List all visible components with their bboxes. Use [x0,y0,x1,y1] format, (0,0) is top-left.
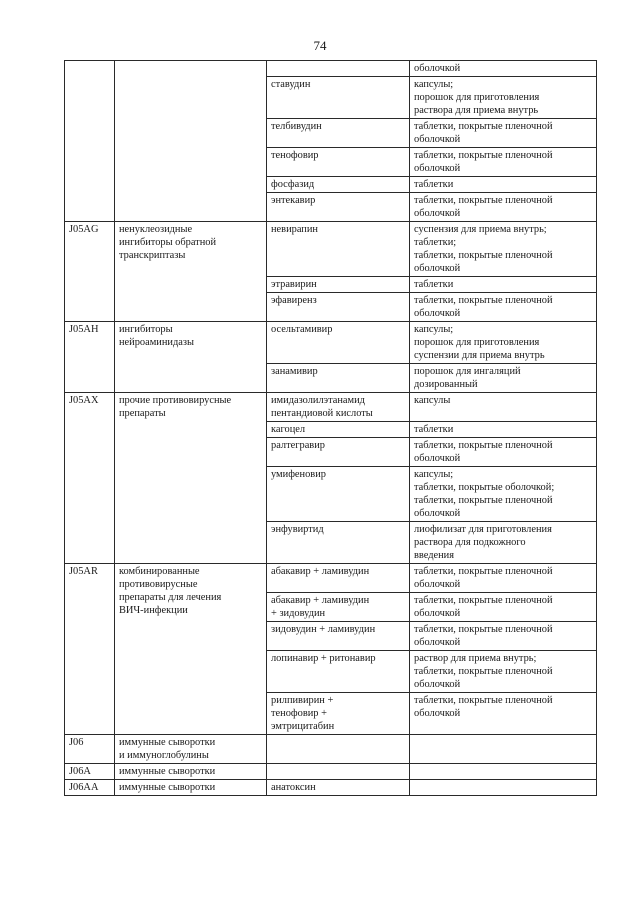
rows-19-form-line: оболочкой [414,679,461,690]
rows-4-form-line: таблетки [414,179,454,190]
rows-17-drug-line: + зидовудин [271,608,326,619]
rows-8-drug-line: эфавиренз [271,295,317,306]
rows-20-drug-line: тенофовир + [271,708,327,719]
rows-23-group-line: иммунные сыворотки [119,782,216,793]
atc-code-cell: J06 [65,735,115,764]
dosage-form-cell [410,622,597,651]
rows-18-drug-line: зидовудин + ламивудин [271,624,376,635]
dosage-form-cell [410,193,597,222]
rows-6-group-line: транскриптазы [119,250,186,261]
rows-20-form-line: оболочкой [414,708,461,719]
dosage-form-cell [410,422,597,438]
drug-name-cell [267,293,410,322]
rows-21-group-line: и иммуноглобулины [119,750,209,761]
rows-18-form-line: оболочкой [414,637,461,648]
rows-16-group-line: препараты для лечения [119,592,222,603]
rows-16-form-line: таблетки, покрытые пленочной [414,566,553,577]
rows-5-form-line: оболочкой [414,208,461,219]
drug-name-cell [267,593,410,622]
atc-group-cell [115,764,267,780]
rows-6-drug-line: невирапин [271,224,318,235]
drug-list-table [64,60,597,796]
drug-name-cell [267,564,410,593]
atc-group-cell [115,393,267,564]
atc-group-cell [115,322,267,393]
rows-6-group-line: ингибиторы обратной [119,237,217,248]
drug-name-cell [267,322,410,364]
dosage-form-cell [410,693,597,735]
atc-group-cell [115,222,267,322]
rows-11-form-line: капсулы [414,395,451,406]
atc-group-cell [115,61,267,222]
rows-1-form-line: раствора для приема внутрь [414,105,539,116]
atc-group-cell [115,564,267,735]
rows-15-drug-line: энфувиртид [271,524,324,535]
drug-name-cell [267,622,410,651]
dosage-form-cell [410,393,597,422]
rows-23-drug-line: анатоксин [271,782,316,793]
rows-13-form-line: таблетки, покрытые пленочной [414,440,553,451]
rows-10-drug-line: занамивир [271,366,318,377]
rows-20-drug-line: рилпивирин + [271,695,334,706]
dosage-form-cell [410,651,597,693]
atc-code-cell: J05AR [65,564,115,735]
rows-1-form-line: капсулы; [414,79,454,90]
atc-code-cell [65,61,115,222]
page-number: 74 [313,38,327,53]
dosage-form-cell [410,222,597,277]
drug-name-cell [267,438,410,467]
rows-14-form-line: таблетки, покрытые пленочной [414,495,553,506]
rows-20-drug-line: эмтрицитабин [271,721,335,732]
rows-14-form-line: капсулы; [414,469,454,480]
dosage-form-cell [410,277,597,293]
rows-10-form-line: порошок для ингаляций [414,366,521,377]
drug-name-cell [267,693,410,735]
dosage-form-cell [410,467,597,522]
dosage-form-cell [410,438,597,467]
rows-2-drug-line: телбивудин [271,121,322,132]
drug-name-cell [267,651,410,693]
rows-16-form-line: оболочкой [414,579,461,590]
drug-name-cell [267,780,410,796]
rows-20-form-line: таблетки, покрытые пленочной [414,695,553,706]
rows-8-form-line: оболочкой [414,308,461,319]
rows-4-drug-line: фосфазид [271,179,315,190]
drug-name-cell [267,222,410,277]
dosage-form-cell [410,61,597,77]
atc-code-cell: J06A [65,764,115,780]
drug-name-cell [267,467,410,522]
dosage-form-cell [410,177,597,193]
rows-12-drug-line: кагоцел [271,424,306,435]
dosage-form-cell [410,564,597,593]
dosage-form-cell [410,364,597,393]
dosage-form-cell [410,593,597,622]
rows-7-form-line: таблетки [414,279,454,290]
rows-19-form-line: таблетки, покрытые пленочной [414,666,553,677]
drug-name-cell [267,148,410,177]
rows-19-drug-line: лопинавир + ритонавир [271,653,376,664]
atc-group-cell [115,780,267,796]
rows-9-form-line: порошок для приготовления [414,337,540,348]
rows-2-form-line: таблетки, покрытые пленочной [414,121,553,132]
dosage-form-cell [410,148,597,177]
dosage-form-cell [410,522,597,564]
rows-16-drug-line: абакавир + ламивудин [271,566,370,577]
rows-6-form-line: оболочкой [414,263,461,274]
dosage-form-cell [410,77,597,119]
table-body [65,61,597,796]
dosage-form-cell [410,764,597,780]
rows-13-form-line: оболочкой [414,453,461,464]
atc-code-cell: J05AX [65,393,115,564]
dosage-form-cell [410,735,597,764]
drug-name-cell [267,61,410,77]
table-row [65,393,597,422]
rows-13-drug-line: ралтегравир [271,440,325,451]
rows-18-form-line: таблетки, покрытые пленочной [414,624,553,635]
rows-2-form-line: оболочкой [414,134,461,145]
rows-7-drug-line: этравирин [271,279,317,290]
rows-14-form-line: таблетки, покрытые оболочкой; [414,482,555,493]
rows-15-form-line: лиофилизат для приготовления [414,524,552,535]
table-row [65,780,597,796]
rows-3-drug-line: тенофовир [271,150,319,161]
rows-21-group-line: иммунные сыворотки [119,737,216,748]
rows-1-form-line: порошок для приготовления [414,92,540,103]
rows-3-form-line: оболочкой [414,163,461,174]
rows-15-form-line: раствора для подкожного [414,537,526,548]
dosage-form-cell [410,293,597,322]
table-row [65,222,597,277]
drug-name-cell [267,764,410,780]
drug-name-cell [267,393,410,422]
rows-11-group-line: препараты [119,408,166,419]
dosage-form-cell [410,119,597,148]
rows-9-drug-line: осельтамивир [271,324,333,335]
rows-9-group-line: нейроаминидазы [119,337,194,348]
rows-6-group-line: ненуклеозидные [119,224,193,235]
table-row [65,564,597,593]
rows-9-group-line: ингибиторы [119,324,173,335]
rows-14-drug-line: умифеновир [271,469,326,480]
rows-9-form-line: капсулы; [414,324,454,335]
rows-11-group-line: прочие противовирусные [119,395,232,406]
table-row [65,322,597,364]
rows-9-form-line: суспензии для приема внутрь [414,350,545,361]
atc-code-cell: J06AA [65,780,115,796]
dosage-form-cell [410,780,597,796]
rows-16-group-line: комбинированные [119,566,200,577]
rows-15-form-line: введения [414,550,455,561]
rows-5-drug-line: энтекавир [271,195,316,206]
rows-8-form-line: таблетки, покрытые пленочной [414,295,553,306]
rows-5-form-line: таблетки, покрытые пленочной [414,195,553,206]
atc-group-cell [115,735,267,764]
table-row [65,735,597,764]
rows-11-drug-line: имидазолилэтанамид [271,395,365,406]
rows-17-drug-line: абакавир + ламивудин [271,595,370,606]
dosage-form-cell [410,322,597,364]
rows-10-form-line: дозированный [414,379,478,390]
rows-3-form-line: таблетки, покрытые пленочной [414,150,553,161]
drug-name-cell [267,364,410,393]
drug-name-cell [267,177,410,193]
drug-name-cell [267,119,410,148]
atc-code-cell: J05AG [65,222,115,322]
rows-19-form-line: раствор для приема внутрь; [414,653,537,664]
rows-6-form-line: суспензия для приема внутрь; [414,224,547,235]
rows-16-group-line: ВИЧ-инфекции [119,605,188,616]
table-row [65,61,597,77]
drug-name-cell [267,522,410,564]
rows-17-form-line: таблетки, покрытые пленочной [414,595,553,606]
drug-name-cell [267,193,410,222]
drug-name-cell [267,422,410,438]
atc-code-cell: J05AH [65,322,115,393]
rows-16-group-line: противовирусные [119,579,198,590]
rows-6-form-line: таблетки, покрытые пленочной [414,250,553,261]
drug-name-cell [267,735,410,764]
drug-name-cell [267,77,410,119]
rows-14-form-line: оболочкой [414,508,461,519]
rows-22-group-line: иммунные сыворотки [119,766,216,777]
table-row [65,764,597,780]
drug-name-cell [267,277,410,293]
rows-1-drug-line: ставудин [271,79,311,90]
rows-17-form-line: оболочкой [414,608,461,619]
rows-0-form-line: оболочкой [414,63,461,74]
rows-11-drug-line: пентандиовой кислоты [271,408,373,419]
rows-6-form-line: таблетки; [414,237,457,248]
rows-12-form-line: таблетки [414,424,454,435]
